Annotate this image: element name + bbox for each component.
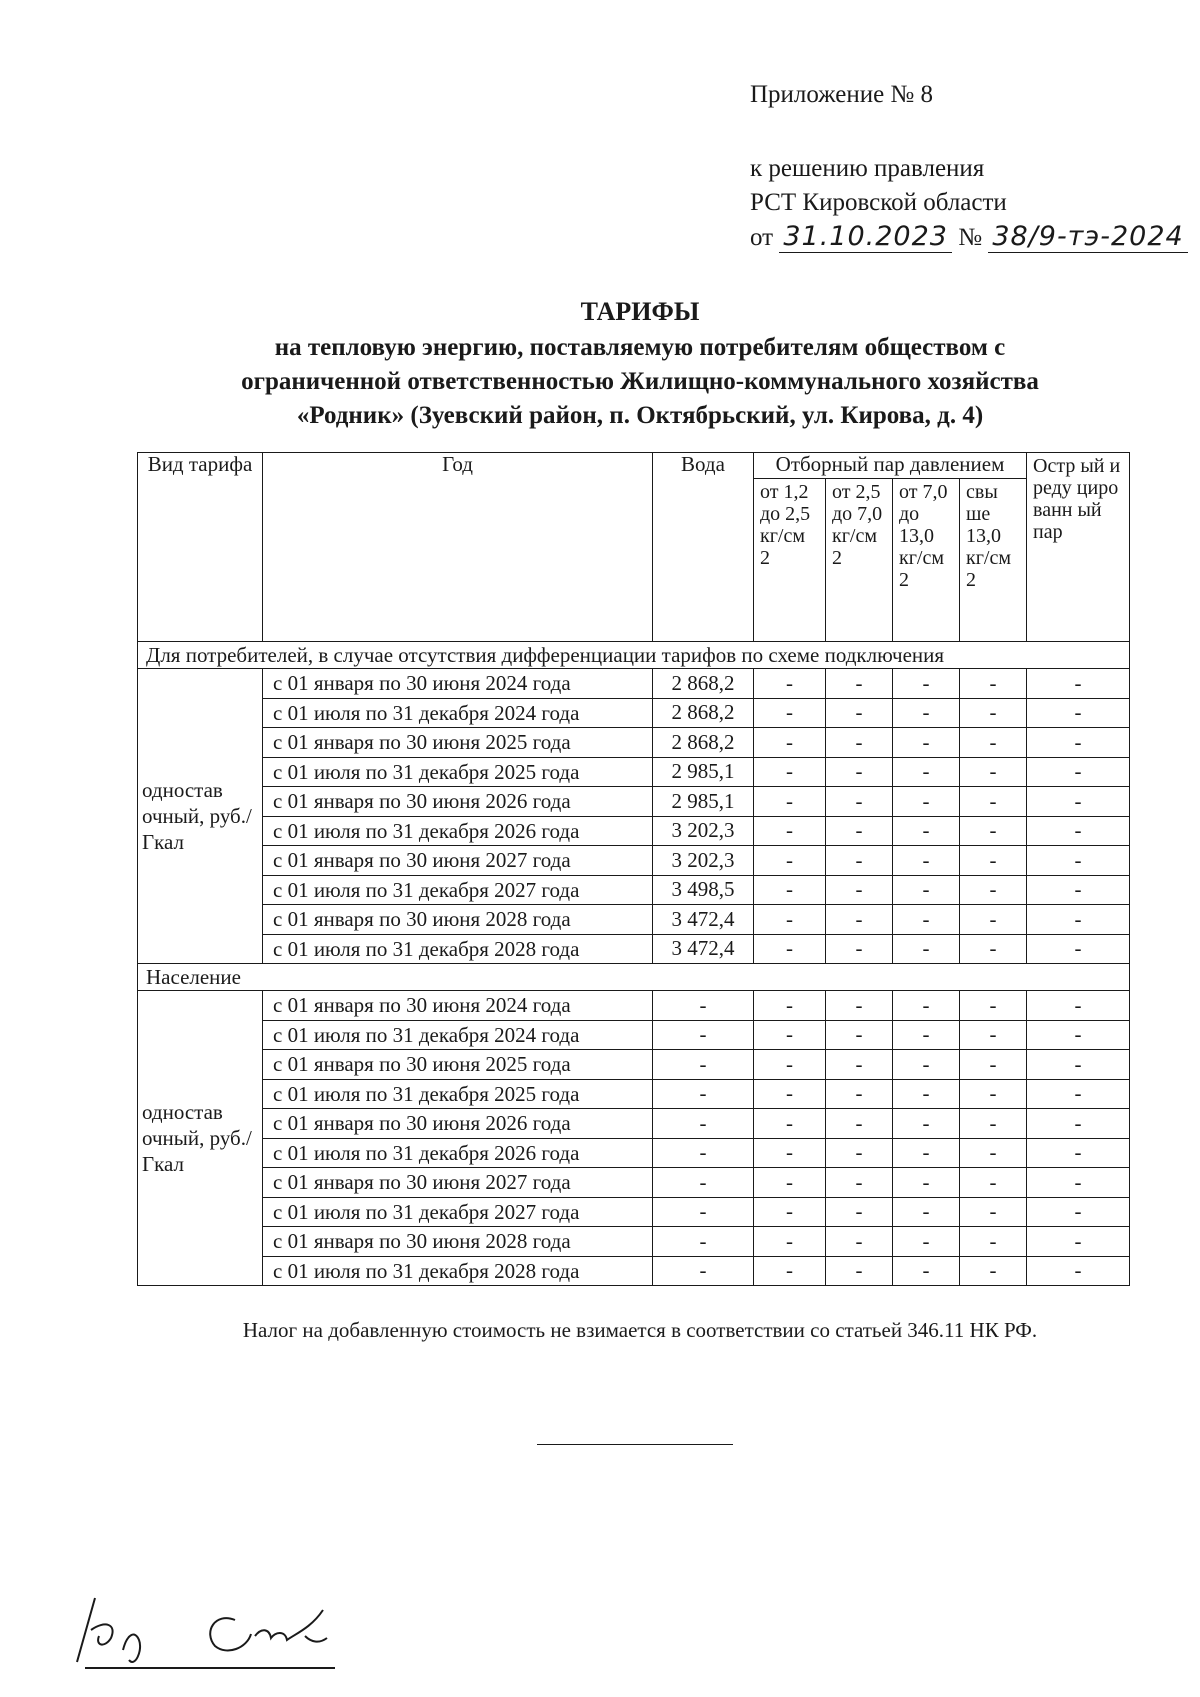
section-row — [138, 642, 1130, 669]
period-cell: с 01 января по 30 июня 2028 года — [263, 1227, 653, 1257]
p4-value-cell: - — [960, 1020, 1027, 1050]
p3-value-cell: - — [893, 1079, 960, 1109]
water-value-cell: 3 498,5 — [653, 875, 754, 905]
sharp-value-cell: - — [1027, 846, 1130, 876]
water-value-cell: - — [653, 1256, 754, 1286]
p3-value-cell: - — [893, 1020, 960, 1050]
sharp-value-cell: - — [1027, 1227, 1130, 1257]
p2-value-cell: - — [826, 1197, 893, 1227]
p1-value-cell: - — [754, 698, 826, 728]
period-cell: с 01 июля по 31 декабря 2028 года — [263, 1256, 653, 1286]
p2-value-cell: - — [826, 728, 893, 758]
sharp-value-cell: - — [1027, 875, 1130, 905]
water-value-cell: - — [653, 1109, 754, 1139]
separator-line — [537, 1444, 733, 1445]
section-title: Население — [138, 964, 1130, 991]
p2-value-cell: - — [826, 787, 893, 817]
sharp-value-cell: - — [1027, 816, 1130, 846]
table-row — [138, 1138, 1130, 1168]
section-row — [138, 964, 1130, 991]
p1-value-cell: - — [754, 991, 826, 1021]
p3-value-cell: - — [893, 757, 960, 787]
sharp-value-cell: - — [1027, 757, 1130, 787]
tariff-type-cell: одностав очный, руб./Гкал — [138, 669, 263, 964]
p1-value-cell: - — [754, 757, 826, 787]
p3-value-cell: - — [893, 991, 960, 1021]
p1-value-cell: - — [754, 1138, 826, 1168]
p1-value-cell: - — [754, 846, 826, 876]
p3-value-cell: - — [893, 1168, 960, 1198]
p4-value-cell: - — [960, 846, 1027, 876]
p3-value-cell: - — [893, 698, 960, 728]
document-title — [120, 295, 1160, 433]
water-value-cell: - — [653, 1197, 754, 1227]
p1-value-cell: - — [754, 669, 826, 699]
water-value-cell: - — [653, 1079, 754, 1109]
p2-value-cell: - — [826, 875, 893, 905]
p4-value-cell: - — [960, 1050, 1027, 1080]
p2-value-cell: - — [826, 816, 893, 846]
period-cell: с 01 января по 30 июня 2026 года — [263, 1109, 653, 1139]
p3-value-cell: - — [893, 934, 960, 964]
p3-value-cell: - — [893, 1227, 960, 1257]
p4-value-cell: - — [960, 1079, 1027, 1109]
period-cell: с 01 июля по 31 декабря 2027 года — [263, 875, 653, 905]
p1-value-cell: - — [754, 1109, 826, 1139]
p3-value-cell: - — [893, 875, 960, 905]
p4-value-cell: - — [960, 669, 1027, 699]
decision-number: 38/9-тэ-2024 — [988, 221, 1187, 253]
title-main: ТАРИФЫ — [580, 297, 700, 326]
sharp-value-cell: - — [1027, 1256, 1130, 1286]
p3-value-cell: - — [893, 1050, 960, 1080]
title-line-2: ограниченной ответственностью Жилищно-коммунального хозяйства — [241, 368, 1039, 395]
period-cell: с 01 января по 30 июня 2024 года — [263, 991, 653, 1021]
sharp-value-cell: - — [1027, 1079, 1130, 1109]
p2-value-cell: - — [826, 698, 893, 728]
p4-value-cell: - — [960, 1256, 1027, 1286]
period-cell: с 01 июля по 31 декабря 2024 года — [263, 1020, 653, 1050]
period-cell: с 01 января по 30 июня 2025 года — [263, 1050, 653, 1080]
table-row — [138, 1109, 1130, 1139]
p4-value-cell: - — [960, 816, 1027, 846]
table-row — [138, 1079, 1130, 1109]
period-cell: с 01 июля по 31 декабря 2025 года — [263, 757, 653, 787]
p2-value-cell: - — [826, 1050, 893, 1080]
table-row — [138, 875, 1130, 905]
p4-value-cell: - — [960, 698, 1027, 728]
sharp-value-cell: - — [1027, 1197, 1130, 1227]
decision-date-line — [750, 220, 1188, 255]
p2-value-cell: - — [826, 991, 893, 1021]
water-value-cell: - — [653, 1050, 754, 1080]
document-header — [750, 78, 1188, 255]
p1-value-cell: - — [754, 816, 826, 846]
period-cell: с 01 января по 30 июня 2028 года — [263, 905, 653, 935]
sharp-value-cell: - — [1027, 1168, 1130, 1198]
table-row — [138, 757, 1130, 787]
p1-value-cell: - — [754, 787, 826, 817]
water-value-cell: 3 472,4 — [653, 905, 754, 935]
p4-value-cell: - — [960, 787, 1027, 817]
date-prefix: от — [750, 224, 774, 251]
sharp-value-cell: - — [1027, 1050, 1130, 1080]
annex-number: Приложение № 8 — [750, 81, 934, 108]
p2-value-cell: - — [826, 1227, 893, 1257]
p3-value-cell: - — [893, 728, 960, 758]
decision-date: 31.10.2023 — [779, 221, 952, 253]
period-cell: с 01 января по 30 июня 2027 года — [263, 846, 653, 876]
period-cell: с 01 января по 30 июня 2025 года — [263, 728, 653, 758]
title-line-1: на тепловую энергию, поставляемую потребителям обществом с — [274, 334, 1006, 361]
table-row — [138, 698, 1130, 728]
period-cell: с 01 июля по 31 декабря 2028 года — [263, 934, 653, 964]
water-value-cell: 2 868,2 — [653, 669, 754, 699]
header-pressure-3: от 7,0 до 13,0 кг/см 2 — [893, 479, 960, 642]
sharp-value-cell: - — [1027, 1020, 1130, 1050]
table-row — [138, 1227, 1130, 1257]
period-cell: с 01 января по 30 июня 2024 года — [263, 669, 653, 699]
p1-value-cell: - — [754, 728, 826, 758]
vat-note: Налог на добавленную стоимость не взимается в соответствии со статьей 346.11 НК РФ. — [242, 1318, 1038, 1342]
water-value-cell: - — [653, 991, 754, 1021]
table-row — [138, 991, 1130, 1021]
p3-value-cell: - — [893, 846, 960, 876]
table-row — [138, 905, 1130, 935]
p2-value-cell: - — [826, 1109, 893, 1139]
p1-value-cell: - — [754, 1050, 826, 1080]
p1-value-cell: - — [754, 1227, 826, 1257]
p4-value-cell: - — [960, 728, 1027, 758]
water-value-cell: 3 472,4 — [653, 934, 754, 964]
water-value-cell: 3 202,3 — [653, 846, 754, 876]
p4-value-cell: - — [960, 875, 1027, 905]
water-value-cell: 2 868,2 — [653, 698, 754, 728]
table-row — [138, 816, 1130, 846]
tariffs-table — [137, 452, 1130, 1286]
sharp-value-cell: - — [1027, 669, 1130, 699]
table-row — [138, 728, 1130, 758]
p3-value-cell: - — [893, 787, 960, 817]
p3-value-cell: - — [893, 1109, 960, 1139]
water-value-cell: 2 985,1 — [653, 787, 754, 817]
table-row — [138, 846, 1130, 876]
title-line-3: «Родник» (Зуевский район, п. Октябрьский, ул. Кирова, д. 4) — [296, 402, 984, 429]
p2-value-cell: - — [826, 757, 893, 787]
p2-value-cell: - — [826, 905, 893, 935]
p4-value-cell: - — [960, 1109, 1027, 1139]
p3-value-cell: - — [893, 1197, 960, 1227]
decision-line-1: к решению правления — [750, 155, 985, 182]
p2-value-cell: - — [826, 1079, 893, 1109]
p2-value-cell: - — [826, 846, 893, 876]
period-cell: с 01 июля по 31 декабря 2026 года — [263, 816, 653, 846]
tariff-type-cell: одностав очный, руб./Гкал — [138, 991, 263, 1286]
p3-value-cell: - — [893, 1138, 960, 1168]
period-cell: с 01 января по 30 июня 2027 года — [263, 1168, 653, 1198]
decision-line-2: РСТ Кировской области — [750, 189, 1007, 216]
p4-value-cell: - — [960, 757, 1027, 787]
table-row — [138, 787, 1130, 817]
period-cell: с 01 января по 30 июня 2026 года — [263, 787, 653, 817]
sharp-value-cell: - — [1027, 1109, 1130, 1139]
p4-value-cell: - — [960, 905, 1027, 935]
p2-value-cell: - — [826, 1256, 893, 1286]
table-row — [138, 1256, 1130, 1286]
period-cell: с 01 июля по 31 декабря 2025 года — [263, 1079, 653, 1109]
p3-value-cell: - — [893, 905, 960, 935]
p4-value-cell: - — [960, 991, 1027, 1021]
p2-value-cell: - — [826, 934, 893, 964]
p2-value-cell: - — [826, 1138, 893, 1168]
sharp-value-cell: - — [1027, 934, 1130, 964]
handwritten-signature — [65, 1590, 365, 1670]
table-row — [138, 1197, 1130, 1227]
header-year: Год — [263, 453, 653, 642]
p1-value-cell: - — [754, 905, 826, 935]
period-cell: с 01 июля по 31 декабря 2026 года — [263, 1138, 653, 1168]
sharp-value-cell: - — [1027, 991, 1130, 1021]
p4-value-cell: - — [960, 1227, 1027, 1257]
water-value-cell: 3 202,3 — [653, 816, 754, 846]
water-value-cell: - — [653, 1020, 754, 1050]
p4-value-cell: - — [960, 1138, 1027, 1168]
p2-value-cell: - — [826, 1020, 893, 1050]
water-value-cell: - — [653, 1138, 754, 1168]
table-row — [138, 934, 1130, 964]
water-value-cell: - — [653, 1168, 754, 1198]
tariffs-table-body — [138, 642, 1130, 1286]
p4-value-cell: - — [960, 934, 1027, 964]
p3-value-cell: - — [893, 816, 960, 846]
p2-value-cell: - — [826, 669, 893, 699]
section-title: Для потребителей, в случае отсутствия дифференциации тарифов по схеме подключения — [138, 642, 1130, 669]
period-cell: с 01 июля по 31 декабря 2027 года — [263, 1197, 653, 1227]
header-water: Вода — [653, 453, 754, 642]
table-row — [138, 1050, 1130, 1080]
table-row — [138, 1020, 1130, 1050]
header-pressure-2: от 2,5 до 7,0 кг/см 2 — [826, 479, 893, 642]
period-cell: с 01 июля по 31 декабря 2024 года — [263, 698, 653, 728]
water-value-cell: 2 868,2 — [653, 728, 754, 758]
sharp-value-cell: - — [1027, 905, 1130, 935]
p1-value-cell: - — [754, 1197, 826, 1227]
sharp-value-cell: - — [1027, 698, 1130, 728]
p3-value-cell: - — [893, 669, 960, 699]
p1-value-cell: - — [754, 1079, 826, 1109]
p4-value-cell: - — [960, 1168, 1027, 1198]
header-sharp-steam: Остр ый и реду циро ванн ый пар — [1027, 453, 1130, 642]
water-value-cell: 2 985,1 — [653, 757, 754, 787]
number-prefix: № — [958, 224, 983, 251]
table-row — [138, 669, 1130, 699]
header-selected-steam: Отборный пар давлением — [754, 453, 1027, 479]
p1-value-cell: - — [754, 1168, 826, 1198]
header-tariff-type: Вид тарифа — [138, 453, 263, 642]
sharp-value-cell: - — [1027, 728, 1130, 758]
p1-value-cell: - — [754, 1020, 826, 1050]
sharp-value-cell: - — [1027, 1138, 1130, 1168]
p1-value-cell: - — [754, 875, 826, 905]
table-row — [138, 1168, 1130, 1198]
p4-value-cell: - — [960, 1197, 1027, 1227]
p3-value-cell: - — [893, 1256, 960, 1286]
header-pressure-4: свы ше 13,0 кг/см 2 — [960, 479, 1027, 642]
sharp-value-cell: - — [1027, 787, 1130, 817]
p1-value-cell: - — [754, 934, 826, 964]
p2-value-cell: - — [826, 1168, 893, 1198]
p1-value-cell: - — [754, 1256, 826, 1286]
water-value-cell: - — [653, 1227, 754, 1257]
header-pressure-1: от 1,2 до 2,5 кг/см 2 — [754, 479, 826, 642]
